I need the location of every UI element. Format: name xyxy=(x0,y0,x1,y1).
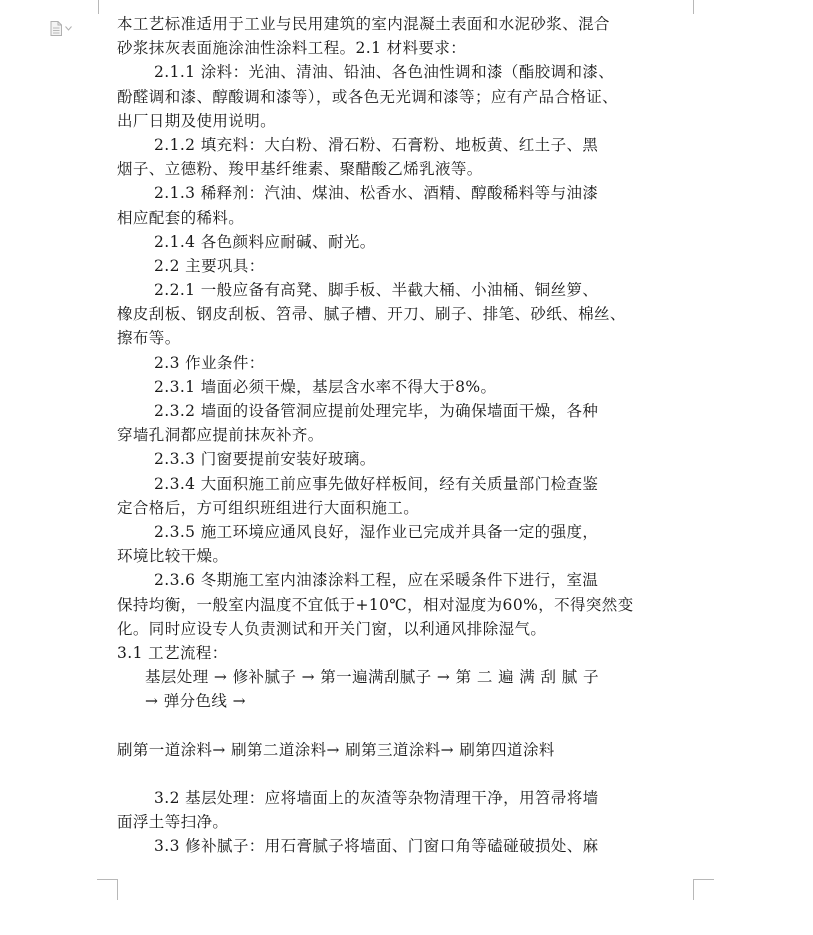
text-line: 2.2 主要巩具： xyxy=(154,256,265,275)
process-flow-line: → 弹分色线 → xyxy=(145,692,247,711)
text-line: 2.3 作业条件： xyxy=(154,353,265,372)
text-line: 2.3.2 墙面的设备管洞应提前处理完毕，为确保墙面干燥，各种 xyxy=(154,402,599,420)
text-line: 出厂日期及使用说明。 xyxy=(117,111,277,130)
text-line: 酚醛调和漆、醇酸调和漆等），或各色无光调和漆等；应有产品合格证、 xyxy=(117,87,619,106)
text-line: 保持均衡，一般室内温度不宜低于+10℃，相对湿度为60%，不得突然变 xyxy=(117,595,634,614)
margin-corner-bottom-right xyxy=(693,879,714,900)
margin-corner-top-left xyxy=(98,0,99,14)
document-body xyxy=(117,12,697,859)
text-line: 2.3.3 门窗要提前安装好玻璃。 xyxy=(154,450,376,469)
text-line: 2.3.4 大面积施工前应事先做好样板间，经有关质量部门检查鉴 xyxy=(154,474,599,493)
text-line: 2.2.1 一般应备有高凳、脚手板、半截大桶、小油桶、铜丝箩、 xyxy=(154,281,599,300)
text-line: 3.3 修补腻子：用石膏腻子将墙面、门窗口角等磕碰破损处、麻 xyxy=(154,837,599,856)
process-flow-line: 刷第一道涂料→ 刷第二道涂料→ 刷第三道涂料→ 刷第四道涂料 xyxy=(117,740,555,759)
text-line: 定合格后，方可组织班组进行大面积施工。 xyxy=(117,498,420,517)
text-line: 2.1.4 各色颜料应耐碱、耐光。 xyxy=(154,232,376,251)
chevron-down-icon xyxy=(65,26,72,31)
text-line: 相应配套的稀料。 xyxy=(117,208,245,227)
text-line: 2.3.5 施工环境应通风良好，湿作业已完成并具备一定的强度， xyxy=(154,522,599,541)
margin-corner-bottom-left xyxy=(97,879,118,900)
text-line: 2.3.1 墙面必须干燥，基层含水率不得大于8%。 xyxy=(154,377,497,396)
text-line: 2.1.2 填充料：大白粉、滑石粉、石膏粉、地板黄、红土子、黑 xyxy=(154,135,599,154)
text-line: 3.2 基层处理：应将墙面上的灰渣等杂物清理干净，用笤帚将墙 xyxy=(154,789,599,807)
process-flow-line: 基层处理 → 修补腻子 → 第一遍满刮腻子 → 第 二 遍 满 刮 腻 子 xyxy=(145,668,599,687)
text-line: 3.1 工艺流程： xyxy=(117,643,228,662)
text-line: 2.1.3 稀释剂：汽油、煤油、松香水、酒精、醇酸稀料等与油漆 xyxy=(154,184,599,203)
text-line: 环境比较干燥。 xyxy=(117,547,229,566)
text-line: 烟子、立德粉、羧甲基纤维素、聚醋酸乙烯乳液等。 xyxy=(117,160,483,179)
text-line: 2.1.1 涂料：光油、清油、铅油、各色油性调和漆（酯胶调和漆、 xyxy=(154,63,615,82)
text-line: 橡皮刮板、钢皮刮板、笤帚、腻子槽、开刀、刷子、排笔、砂纸、棉丝、 xyxy=(117,305,626,324)
text-line: 本工艺标准适用于工业与民用建筑的室内混凝土表面和水泥砂浆、混合 xyxy=(117,15,610,33)
text-line: 面浮土等扫净。 xyxy=(117,813,229,832)
text-line: 擦布等。 xyxy=(117,329,181,348)
text-line: 砂浆抹灰表面施涂油性涂料工程。2.1 材料要求： xyxy=(117,39,467,58)
text-line: 化。同时应设专人负责测试和开关门窗，以利通风排除湿气。 xyxy=(117,619,547,638)
text-line: 2.3.6 冬期施工室内油漆涂料工程，应在采暖条件下进行，室温 xyxy=(154,571,599,590)
text-line: 穿墙孔洞都应提前抹灰补齐。 xyxy=(117,426,324,445)
document-icon[interactable] xyxy=(50,20,80,36)
